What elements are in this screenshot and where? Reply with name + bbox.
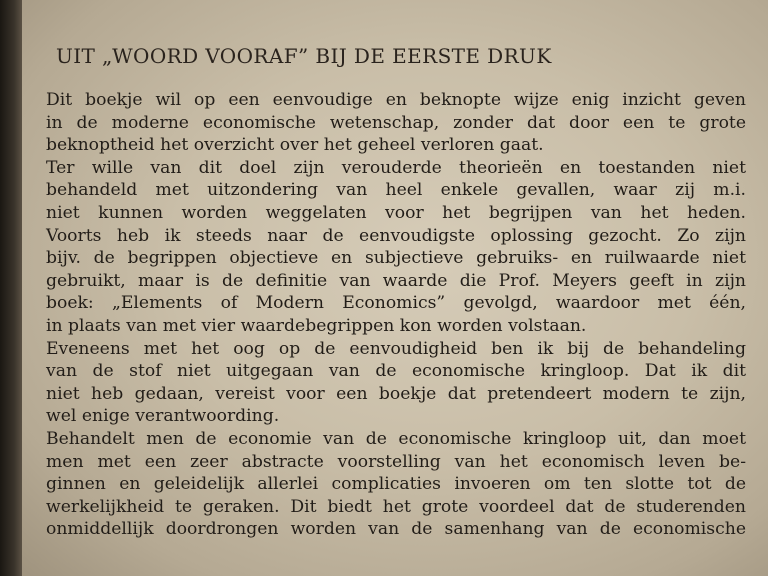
text-line: boek: „Elements of Modern Economics” gevolgd, waardoor met één,	[46, 293, 746, 314]
text-line: niet kunnen worden weggelaten voor het begrijpen van het heden.	[46, 202, 746, 223]
text-line: van de stof niet uitgegaan van de economische kringloop. Dat ik dit	[46, 361, 746, 382]
text-line: men met een zeer abstracte voorstelling van het economisch leven be-	[46, 451, 746, 472]
body-text	[46, 89, 746, 541]
text-line: wel enige verantwoording.	[46, 406, 280, 427]
text-line: Eveneens met het oog op de eenvoudigheid ben ik bij de behandeling	[46, 338, 746, 359]
text-line: beknoptheid het overzicht over het geheel verloren gaat.	[46, 135, 544, 156]
text-line: werkelijkheid te geraken. Dit biedt het grote voordeel dat de studerenden	[46, 496, 746, 517]
text-line: gebruikt, maar is de definitie van waarde die Prof. Meyers geeft in zijn	[46, 270, 746, 291]
text-line: Dit boekje wil op een eenvoudige en beknopte wijze enig inzicht geven	[46, 90, 746, 110]
text-line: in de moderne economische wetenschap, zonder dat door een te grote	[46, 112, 746, 133]
text-line: bijv. de begrippen objectieve en subjectieve gebruiks- en ruilwaarde niet	[46, 248, 746, 269]
text-line: behandeld met uitzondering van heel enkele gevallen, waar zij m.i.	[46, 180, 746, 201]
book-page	[22, 0, 768, 576]
text-line: in plaats van met vier waardebegrippen kon worden volstaan.	[46, 315, 587, 336]
text-line: ginnen en geleidelijk allerlei complicaties invoeren om ten slotte tot de	[46, 474, 746, 495]
text-line: Voorts heb ik steeds naar de eenvoudigste oplossing gezocht. Zo zijn	[46, 225, 746, 246]
section-heading: UIT „WOORD VOORAF” BIJ DE EERSTE DRUK	[56, 44, 552, 68]
text-line: Ter wille van dit doel zijn verouderde theorieën en toestanden niet	[46, 157, 746, 178]
text-line: niet heb gedaan, vereist voor een boekje dat pretendeert modern te zijn,	[46, 383, 746, 404]
text-line: Behandelt men de economie van de economische kringloop uit, dan moet	[46, 428, 746, 449]
text-line: onmiddellijk doordrongen worden van de samenhang van de economische	[46, 519, 746, 540]
